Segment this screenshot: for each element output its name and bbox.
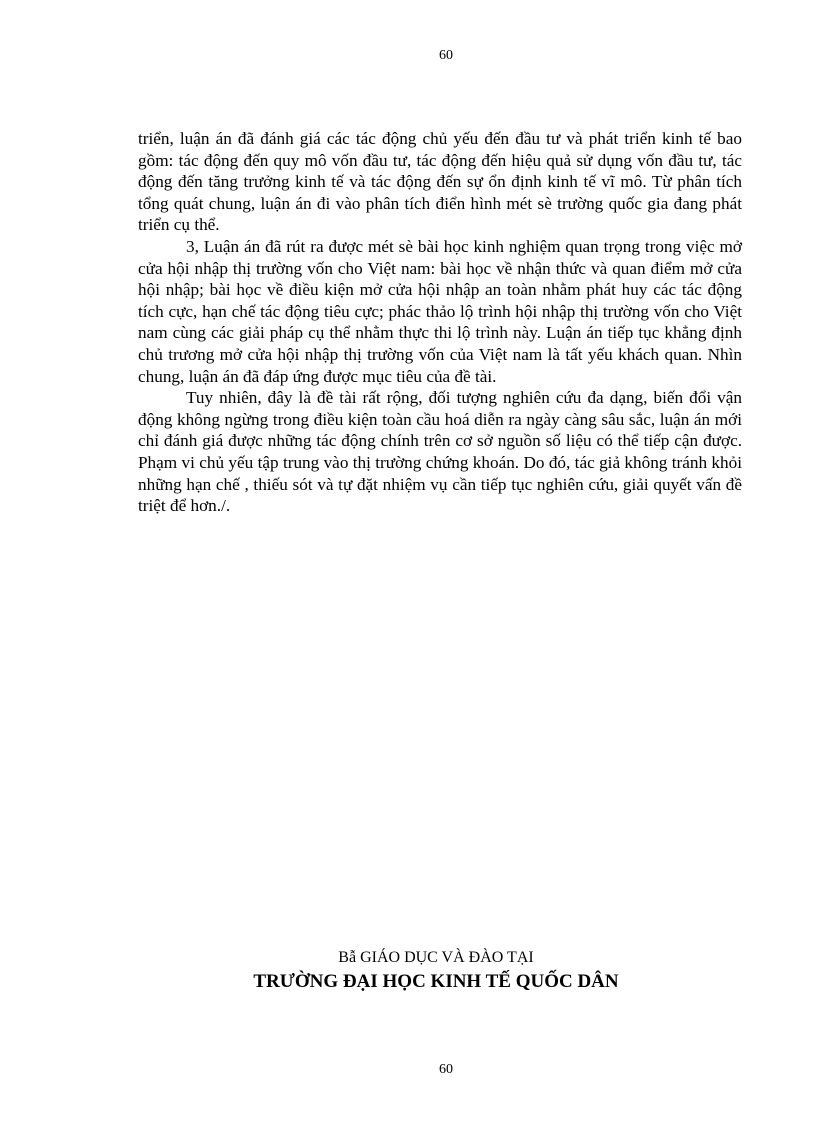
page-number-bottom: 60	[439, 1062, 453, 1077]
page-number-top: 60	[439, 48, 453, 63]
ministry-heading: Bẫ GIÁO DỤC VÀ ĐÀO TẠI	[338, 949, 534, 966]
university-heading: TRƯỜNG ĐẠI HỌC KINH TẾ QUỐC DÂN	[253, 971, 619, 992]
paragraph-1: triển, luận án đã đánh giá các tác động chủ yếu đến đầu tư và phát triển kinh tế bao gồm: tác động đến quy mô vốn đầu tư, tác động đến hiệu quả sử dụng vốn đầu tư, tác động đến tăng trưởng kinh tế và tác động đến sự ổn định kinh tế vĩ mô. Từ phân tích tổng quát chung, luận án đi vào phân tích điển hình mét sè trường quốc gia đang phát triển cụ thể.	[138, 129, 742, 235]
paragraph-3: Tuy nhiên, đây là đề tài rất rộng, đối tượng nghiên cứu đa dạng, biến đổi vận động không ngừng trong điều kiện toàn cầu hoá diễn ra ngày càng sâu sắc, luận án mới chỉ đánh giá được những tác động chính trên cơ sở nguồn số liệu có thể tiếp cận được. Phạm vi chủ yếu tập trung vào thị trường chứng khoán. Do đó, tác giả không tránh khỏi những hạn chế , thiếu sót và tự đặt nhiệm vụ cần tiếp tục nghiên cứu, giải quyết vấn đề triệt để hơn./.	[138, 388, 742, 516]
body-text	[138, 128, 742, 517]
paragraph-2: 3, Luận án đã rút ra được mét sè bài học kinh nghiệm quan trọng trong việc mở cửa hội nhập thị trường vốn cho Việt nam: bài học về nhận thức và quan điểm mở cửa hội nhập; bài học về điều kiện mở cửa hội nhập an toàn nhằm phát huy các tác động tích cực, hạn chế tác động tiêu cực; phác thảo lộ trình hội nhập thị trường vốn cho Việt nam cùng các giải pháp cụ thể nhằm thực thi lộ trình này. Luận án tiếp tục khẳng định chủ trương mở cửa hội nhập thị trường vốn của Việt nam là tất yếu khách quan. Nhìn chung, luận án đã đáp ứng được mục tiêu của đề tài.	[138, 236, 742, 386]
